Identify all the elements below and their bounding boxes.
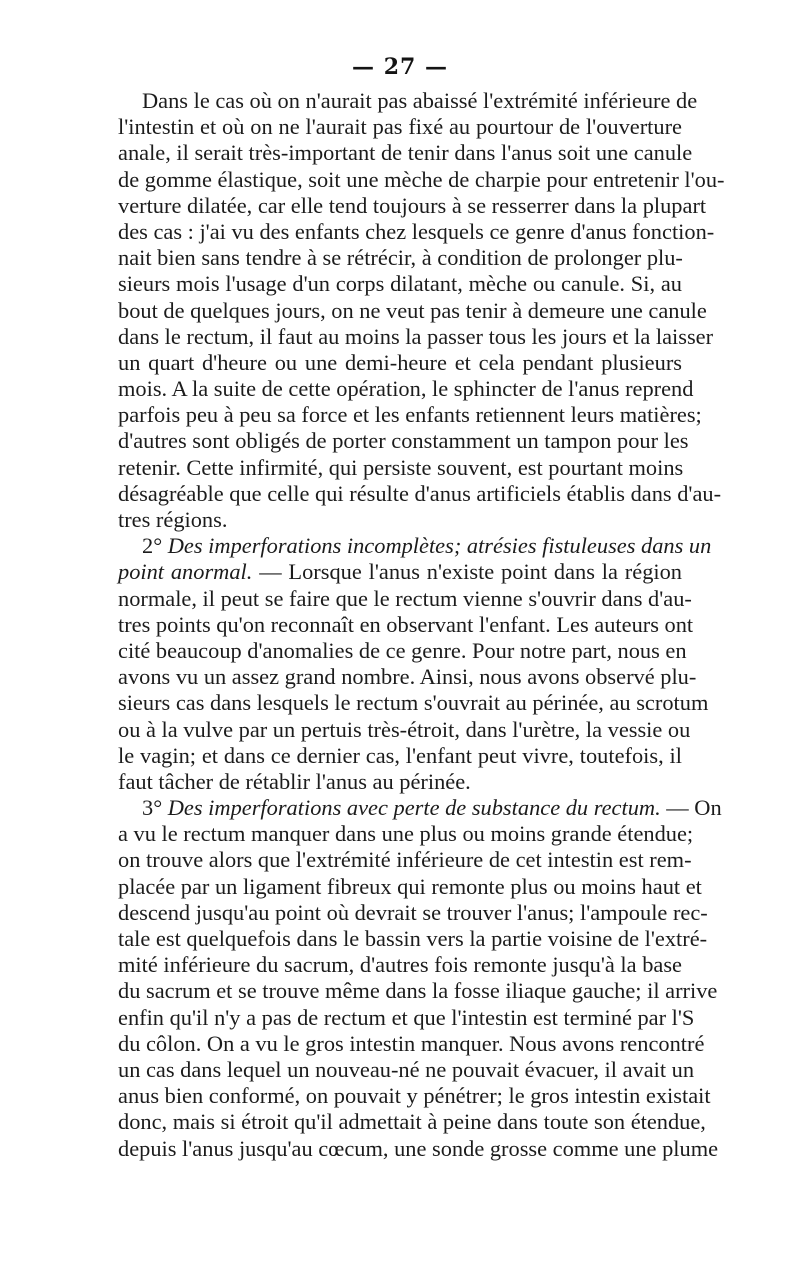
page-body [118, 88, 725, 1162]
text-line: mité inférieure du sacrum, d'autres fois remonte jusqu'à la base [118, 952, 682, 978]
text-line: on trouve alors que l'extrémité inférieure de cet intestin est rem- [118, 847, 692, 873]
text-line: tres points qu'on reconnaît en observant l'enfant. Les auteurs ont [118, 611, 694, 637]
text-line: a vu le rectum manquer dans une plus ou moins grande étendue; [118, 821, 694, 847]
text-line: dans le rectum, il faut au moins la passer tous les jours et la laisser [118, 323, 714, 349]
section-heading-line [118, 559, 682, 585]
text-line: du sacrum et se trouve même dans la fosse iliaque gauche; il arrive [118, 978, 718, 1004]
page-number: — 27 — [352, 54, 448, 80]
paragraph-2 [118, 533, 712, 795]
text-line: depuis l'anus jusqu'au cœcum, une sonde grosse comme une plume [118, 1135, 719, 1161]
text-line: tale est quelquefois dans le bassin vers la partie voisine de l'extré- [118, 926, 708, 951]
text-line: enfin qu'il n'y a pas de rectum et que l'intestin est terminé par l'S [118, 1004, 695, 1030]
text-line: donc, mais si étroit qu'il admettait à peine dans toute son étendue, [118, 1109, 706, 1135]
text-line: faut tâcher de rétablir l'anus au périnée. [118, 768, 471, 794]
text-line: sieurs mois l'usage d'un corps dilatant, mèche ou canule. Si, au [118, 271, 682, 297]
section-number: 2° [142, 533, 163, 559]
text-line: des cas : j'ai vu des enfants chez lesquels ce genre d'anus fonction- [118, 218, 715, 244]
text-line: du côlon. On a vu le gros intestin manquer. Nous avons rencontré [118, 1030, 705, 1056]
text-line: bout de quelques jours, on ne veut pas tenir à demeure une canule [118, 297, 707, 323]
text-line: de gomme élastique, soit une mèche de charpie pour entretenir l'ou- [118, 166, 725, 192]
text-line: mois. A la suite de cette opération, le sphincter de l'anus reprend [118, 376, 694, 402]
text-line: tres régions. [118, 507, 228, 532]
text-line: ou à la vulve par un pertuis très-étroit, dans l'urètre, la vessie ou [118, 716, 691, 742]
section-lead-text: — Lorsque l'anus n'existe point dans la région [259, 559, 682, 585]
text-line: parfois peu à peu sa force et les enfants retiennent leurs matières; [118, 402, 702, 428]
text-line: un cas dans lequel un nouveau-né ne pouvait évacuer, il avait un [118, 1056, 695, 1082]
text-line: anale, il serait très-important de tenir dans l'anus soit une canule [118, 140, 693, 166]
text-line: placée par un ligament fibreux qui remonte plus ou moins haut et [118, 873, 702, 899]
text-line: avons vu un assez grand nombre. Ainsi, nous avons observé plu- [118, 664, 697, 690]
section-title: Des imperforations incomplètes; atrésies fistuleuses dans un [167, 533, 712, 559]
text-line: Dans le cas où on n'aurait pas abaissé l'extrémité inférieure de [142, 88, 698, 113]
text-line: le vagin; et dans ce dernier cas, l'enfant peut vivre, toutefois, il [118, 742, 682, 768]
section-heading-line [118, 533, 712, 559]
text-line: désagréable que celle qui résulte d'anus artificiels établis dans d'au- [118, 480, 722, 506]
section-number: 3° [142, 795, 163, 821]
text-line: sieurs cas dans lesquels le rectum s'ouvrait au périnée, au scrotum [118, 690, 709, 716]
text-line: retenir. Cette infirmité, qui persiste souvent, est pourtant moins [118, 454, 684, 480]
section-title-cont: point anormal. [118, 559, 253, 585]
text-line: verture dilatée, car elle tend toujours à se resserrer dans la plupart [118, 192, 707, 218]
paragraph-1 [118, 88, 725, 533]
text-line: l'intestin et où on ne l'aurait pas fixé au pourtour de l'ouverture [118, 114, 682, 140]
text-line: normale, il peut se faire que le rectum vienne s'ouvrir dans d'au- [118, 585, 692, 611]
section-lead-text: — On [666, 795, 722, 821]
section-heading-line [118, 795, 722, 821]
text-line: d'autres sont obligés de porter constamment un tampon pour les [118, 428, 689, 454]
text-line: nait bien sans tendre à se rétrécir, à condition de prolonger plu- [118, 245, 683, 271]
text-line: cité beaucoup d'anomalies de ce genre. Pour notre part, nous en [118, 637, 687, 663]
text-line: descend jusqu'au point où devrait se trouver l'anus; l'ampoule rec- [118, 899, 708, 925]
text-line: anus bien conformé, on pouvait y pénétrer; le gros intestin existait [118, 1083, 711, 1109]
section-title: Des imperforations avec perte de substance du rectum. [167, 795, 661, 821]
text-line: un quart d'heure ou une demi-heure et cela pendant plusieurs [118, 349, 682, 375]
paragraph-3 [118, 795, 722, 1162]
